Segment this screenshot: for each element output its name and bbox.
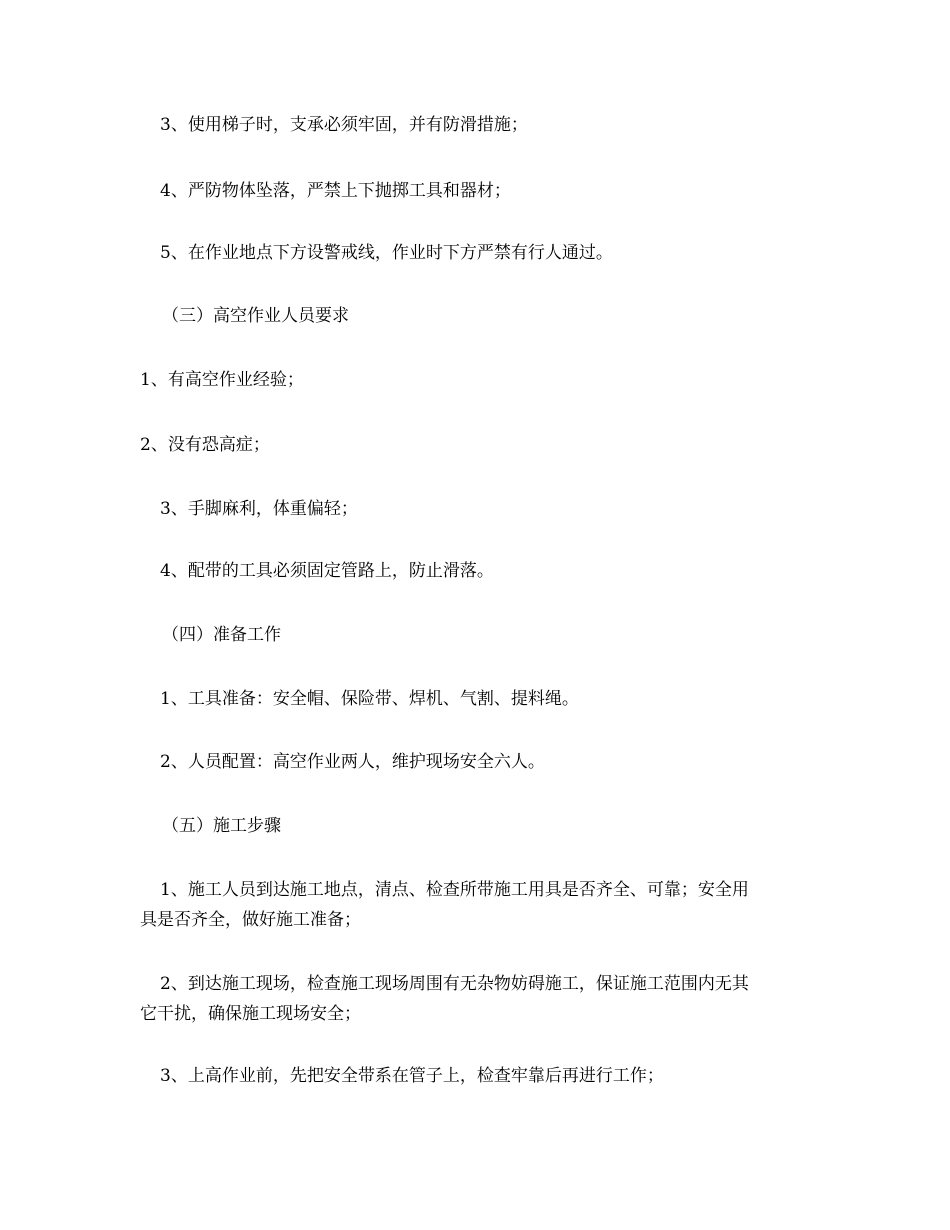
step-1-line-2: 具是否齐全，做好施工准备； bbox=[140, 910, 361, 930]
requirement-item-2: 2、没有恐高症； bbox=[140, 435, 270, 455]
requirement-item-4: 4、配带的工具必须固定管路上，防止滑落。 bbox=[160, 561, 494, 581]
section-heading-construction-steps: （五）施工步骤 bbox=[162, 816, 281, 836]
step-1-line-1: 1、施工人员到达施工地点，清点、检查所带施工用具是否齐全、可靠；安全用 bbox=[160, 880, 749, 900]
paragraph-ladder-safety: 3、使用梯子时，支承必须牢固，并有防滑措施； bbox=[160, 115, 528, 135]
section-heading-personnel-requirements: （三）高空作业人员要求 bbox=[162, 306, 349, 326]
paragraph-warning-line: 5、在作业地点下方设警戒线，作业时下方严禁有行人通过。 bbox=[160, 243, 613, 263]
preparation-item-staffing: 2、人员配置：高空作业两人，维护现场安全六人。 bbox=[160, 752, 545, 772]
requirement-item-1: 1、有高空作业经验； bbox=[140, 370, 304, 390]
requirement-item-3: 3、手脚麻利，体重偏轻； bbox=[160, 499, 358, 519]
section-heading-preparation: （四）准备工作 bbox=[162, 625, 281, 645]
paragraph-falling-objects: 4、严防物体坠落，严禁上下抛掷工具和器材； bbox=[160, 181, 511, 201]
step-2-line-2: 它干扰，确保施工现场安全； bbox=[140, 1004, 361, 1024]
step-2-line-1: 2、到达施工现场，检查施工现场周围有无杂物妨碍施工，保证施工范围内无其 bbox=[160, 974, 749, 994]
step-3: 3、上高作业前，先把安全带系在管子上，检查牢靠后再进行工作； bbox=[160, 1066, 664, 1086]
preparation-item-tools: 1、工具准备：安全帽、保险带、焊机、气割、提料绳。 bbox=[160, 689, 579, 709]
